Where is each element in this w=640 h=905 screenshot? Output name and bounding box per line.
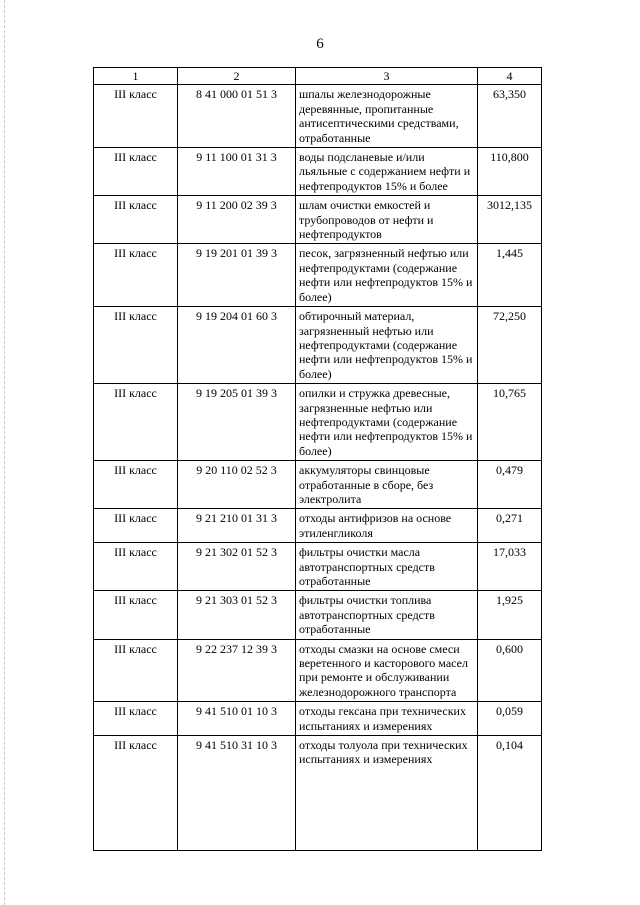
amount-cell: 3012,135 — [478, 196, 542, 244]
waste-name-cell: фильтры очистки масла автотранспортных средств отработанные — [296, 543, 478, 591]
hazard-class-cell: III класс — [94, 591, 178, 639]
waste-name-cell: обтирочный материал, загрязненный нефтью или нефтепродуктами (содержание нефти или нефтепродуктов 15% и более) — [296, 307, 478, 384]
waste-code-cell: 9 41 510 31 10 3 — [178, 736, 296, 851]
hazard-class-cell: III класс — [94, 461, 178, 509]
hazard-class-cell: III класс — [94, 196, 178, 244]
waste-code-cell: 9 19 201 01 39 3 — [178, 244, 296, 307]
waste-name-cell: опилки и стружка древесные, загрязненные нефтью или нефтепродуктами (содержание нефти или нефтепродуктов 15% и более) — [296, 384, 478, 461]
amount-cell: 0,271 — [478, 509, 542, 543]
waste-code-cell: 9 20 110 02 52 3 — [178, 461, 296, 509]
column-header: 2 — [178, 68, 296, 85]
waste-code-cell: 9 21 303 01 52 3 — [178, 591, 296, 639]
waste-code-cell: 9 11 100 01 31 3 — [178, 148, 296, 196]
hazard-class-cell: III класс — [94, 384, 178, 461]
waste-code-cell: 9 19 205 01 39 3 — [178, 384, 296, 461]
amount-cell: 17,033 — [478, 543, 542, 591]
page-number: 6 — [316, 36, 324, 52]
amount-cell: 10,765 — [478, 384, 542, 461]
waste-code-cell: 9 41 510 01 10 3 — [178, 702, 296, 736]
table-row — [94, 148, 542, 196]
column-header: 1 — [94, 68, 178, 85]
table-row — [94, 307, 542, 384]
table-row — [94, 702, 542, 736]
waste-name-cell: воды подсланевые и/или льяльные с содержанием нефти и нефтепродуктов 15% и более — [296, 148, 478, 196]
waste-name-cell: аккумуляторы свинцовые отработанные в сборе, без электролита — [296, 461, 478, 509]
table-header-row — [94, 68, 542, 85]
waste-name-cell: шпалы железнодорожные деревянные, пропитанные антисептическими средствами, отработанные — [296, 85, 478, 148]
amount-cell: 63,350 — [478, 85, 542, 148]
hazard-class-cell: III класс — [94, 85, 178, 148]
table-row — [94, 543, 542, 591]
waste-code-cell: 9 19 204 01 60 3 — [178, 307, 296, 384]
amount-cell: 1,925 — [478, 591, 542, 639]
column-header: 4 — [478, 68, 542, 85]
amount-cell: 0,104 — [478, 736, 542, 851]
table-row — [94, 591, 542, 639]
hazard-class-cell: III класс — [94, 148, 178, 196]
table-row — [94, 244, 542, 307]
table-row — [94, 509, 542, 543]
waste-name-cell: шлам очистки емкостей и трубопроводов от нефти и нефтепродуктов — [296, 196, 478, 244]
waste-name-cell: отходы гексана при технических испытаниях и измерениях — [296, 702, 478, 736]
waste-code-cell: 9 21 210 01 31 3 — [178, 509, 296, 543]
hazard-class-cell: III класс — [94, 244, 178, 307]
waste-name-cell: фильтры очистки топлива автотранспортных средств отработанные — [296, 591, 478, 639]
hazard-class-cell: III класс — [94, 509, 178, 543]
waste-code-cell: 8 41 000 01 51 3 — [178, 85, 296, 148]
waste-name-cell: отходы смазки на основе смеси веретенного и касторового масел при ремонте и обслуживании железнодорожного транспорта — [296, 639, 478, 702]
amount-cell: 1,445 — [478, 244, 542, 307]
amount-cell: 0,059 — [478, 702, 542, 736]
table-row — [94, 461, 542, 509]
table-row — [94, 639, 542, 702]
amount-cell: 0,600 — [478, 639, 542, 702]
waste-code-cell: 9 21 302 01 52 3 — [178, 543, 296, 591]
table-row — [94, 196, 542, 244]
hazard-class-cell: III класс — [94, 639, 178, 702]
table-row — [94, 736, 542, 851]
waste-name-cell: отходы антифризов на основе этиленгликоля — [296, 509, 478, 543]
margin-dashed-line — [4, 0, 5, 905]
amount-cell: 0,479 — [478, 461, 542, 509]
waste-name-cell: песок, загрязненный нефтью или нефтепродуктами (содержание нефти или нефтепродуктов 15% и более) — [296, 244, 478, 307]
table-row — [94, 85, 542, 148]
hazard-class-cell: III класс — [94, 307, 178, 384]
waste-name-cell: отходы толуола при технических испытаниях и измерениях — [296, 736, 478, 851]
amount-cell: 72,250 — [478, 307, 542, 384]
column-header: 3 — [296, 68, 478, 85]
hazard-class-cell: III класс — [94, 702, 178, 736]
amount-cell: 110,800 — [478, 148, 542, 196]
waste-code-cell: 9 11 200 02 39 3 — [178, 196, 296, 244]
table-row — [94, 384, 542, 461]
hazard-class-cell: III класс — [94, 736, 178, 851]
waste-code-cell: 9 22 237 12 39 3 — [178, 639, 296, 702]
waste-table — [93, 67, 542, 851]
hazard-class-cell: III класс — [94, 543, 178, 591]
